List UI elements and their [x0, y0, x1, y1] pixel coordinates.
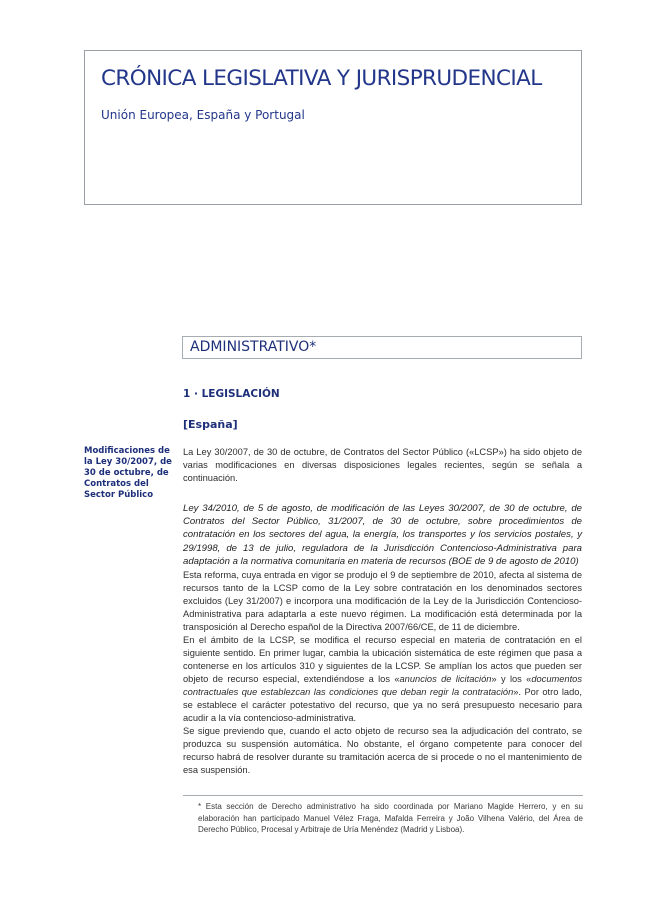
scope-text-a: En el ámbito de la LCSP, se modifica el recurso especial en materia de contratación en el siguiente sentido. En primer lugar, cambia la ubicación sistemática de este régimen que pasa a contenerse en los artículos 310 y siguientes de la LCSP. Se amplían los actos que pueden ser objeto de recurso especial, extendiéndose a los « [183, 635, 582, 684]
section-title: ADMINISTRATIVO* [190, 339, 317, 355]
legislation-heading: 1 · LEGISLACIÓN [183, 388, 280, 400]
scope-emphasis-2: documentos contractuales que establezcan las condiciones que deban regir la contratación [183, 674, 582, 697]
section-title-box [182, 336, 582, 359]
country-heading: [España] [183, 418, 238, 431]
footnote-divider [183, 795, 583, 796]
page-subtitle: Unión Europea, España y Portugal [101, 108, 305, 122]
scope-paragraph [183, 634, 582, 725]
footnote: * Esta sección de Derecho administrativo ha sido coordinada por Mariano Magide Herrero, y en su elaboración han participado Manuel Vélez Fraga, Mafalda Ferreira y João Vilhena Valério, del Área de Derecho Público, Procesal y Arbitraje de Uría Menéndez (Madrid y Lisboa). [198, 802, 583, 834]
header-box [84, 50, 582, 205]
scope-text-b: » y los « [491, 674, 532, 684]
reform-paragraph: Esta reforma, cuya entrada en vigor se produjo el 9 de septiembre de 2010, afecta al sistema de recursos tanto de la LCSP como de la Ley sobre contratación en los denominados sectores excluidos (Ley 31/2007) e incorpora una modificación de la Ley de la Jurisdicción Contencioso-Administrativa para adaptarla a este nuevo régimen. La modificación está determinada por la transposición al Derecho español de la Directiva 2007/66/CE, de 11 de diciembre. [183, 570, 582, 632]
scope-emphasis-1: anuncios de licitación [399, 674, 492, 684]
side-note: Modificaciones de la Ley 30/2007, de 30 de octubre, de Contratos del Sector Público [84, 446, 172, 500]
page-title: CRÓNICA LEGISLATIVA Y JURISPRUDENCIAL [101, 66, 542, 91]
suspension-paragraph: Se sigue previendo que, cuando el acto objeto de recurso sea la adjudicación del contrato, se produzca su suspensión automática. No obstante, el órgano competente para conocer del recurso habrá de resolver durante su tramitación acerca de si procede o no el mantenimiento de esa suspensión. [183, 726, 582, 775]
scope-text-c: ». Por otro lado, se establece el carácter potestativo del recurso, que ya no será presupuesto necesario para acudir a la vía contencioso-administrativa. [183, 687, 583, 723]
intro-paragraph: La Ley 30/2007, de 30 de octubre, de Contratos del Sector Público («LCSP») ha sido objeto de varias modificaciones en diversas disposiciones legales recientes, según se señala a continuación. [183, 447, 582, 483]
law-citation: Ley 34/2010, de 5 de agosto, de modificación de las Leyes 30/2007, de 30 de octubre, de Contratos del Sector Público, 31/2007, de 30 de octubre, sobre procedimientos de contratación en los sectores del agua, la energía, los transportes y los servicios postales, y 29/1998, de 13 de julio, reguladora de la Jurisdicción Contencioso-Administrativa para adaptación a la normativa comunitaria en materia de recursos (BOE de 9 de agosto de 2010) [183, 503, 582, 567]
